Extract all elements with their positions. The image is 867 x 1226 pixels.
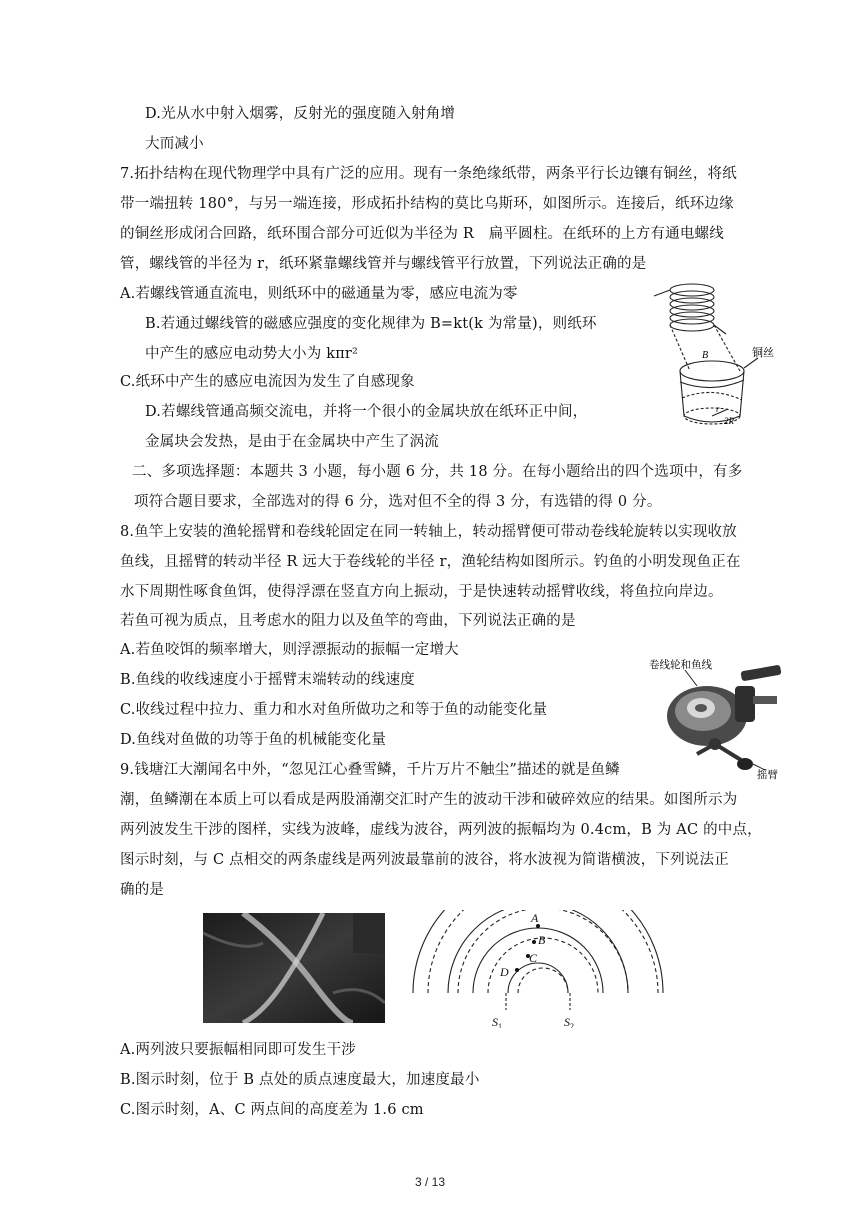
q8-option-d: D.鱼线对鱼做的功等于鱼的机械能变化量 bbox=[120, 732, 387, 748]
tidal-bore-photo bbox=[203, 913, 385, 1023]
q9-stem-line4: 图示时刻，与 C 点相交的两条虚线是两列波最靠前的波谷，将水波视为简谐横波，下列说法正 bbox=[120, 852, 729, 868]
page-number: 3 / 13 bbox=[415, 1175, 446, 1189]
wave-interference-diagram bbox=[410, 910, 672, 1028]
q7-option-c: C.纸环中产生的感应电流因为发生了自感现象 bbox=[120, 374, 415, 390]
fishing-reel-figure bbox=[645, 656, 785, 782]
fig7-label-r: r bbox=[716, 404, 720, 414]
q8-option-c: C.收线过程中拉力、重力和水对鱼所做功之和等于鱼的动能变化量 bbox=[120, 702, 548, 718]
q6-option-d-line2: 大而减小 bbox=[145, 136, 204, 152]
label-a: A bbox=[531, 911, 539, 925]
q7-option-b-line1: B.若通过螺线管的磁感应强度的变化规律为 B=kt(k 为常量)，则纸环 bbox=[145, 316, 597, 332]
q7-option-d-line1: D.若螺线管通高频交流电，并将一个很小的金属块放在纸环正中间， bbox=[145, 404, 588, 420]
label-b: B bbox=[538, 933, 546, 947]
point-d bbox=[515, 968, 519, 972]
q6-option-d-line1: D.光从水中射入烟雾，反射光的强度随入射角增 bbox=[145, 106, 456, 122]
q9-stem-line1: 9.钱塘江大潮闻名中外，“忽见江心叠雪鳞，千片万片不触尘”描述的就是鱼鳞 bbox=[120, 762, 620, 778]
q8-option-b: B.鱼线的收线速度小于摇臂末端转动的线速度 bbox=[120, 672, 415, 688]
point-b bbox=[532, 940, 536, 944]
section2-line2: 项符合题目要求，全部选对的得 6 分，选对但不全的得 3 分，有选错的得 0 分。 bbox=[134, 494, 662, 510]
q8-option-a: A.若鱼咬饵的频率增大，则浮漂振动的振幅一定增大 bbox=[120, 642, 459, 658]
label-c: C bbox=[529, 951, 538, 965]
fig7-label-b: B bbox=[702, 350, 709, 361]
q8-stem-line1: 8.鱼竿上安装的渔轮摇臂和卷线轮固定在同一转轴上，转动摇臂便可带动卷线轮旋转以实现收放 bbox=[120, 524, 737, 540]
q7-stem-line4: 管，螺线管的半径为 r，纸环紧靠螺线管并与螺线管平行放置，下列说法正确的是 bbox=[120, 256, 647, 272]
q8-stem-line2: 鱼线，且摇臂的转动半径 R 远大于卷线轮的半径 r，渔轮结构如图所示。钓鱼的小明发现鱼正在 bbox=[120, 554, 741, 570]
q7-option-d-line2: 金属块会发热，是由于在金属块中产生了涡流 bbox=[145, 434, 439, 450]
fig7-label-2r: 2R bbox=[724, 416, 734, 426]
q9-option-c: C.图示时刻，A、C 两点间的高度差为 1.6 cm bbox=[120, 1102, 424, 1118]
q7-option-b-line2: 中产生的感应电动势大小为 kπr² bbox=[145, 346, 359, 362]
label-s1: $S_1$ bbox=[492, 1015, 502, 1028]
fig8-label-arm: 摇臂 bbox=[757, 769, 778, 781]
label-d: D bbox=[500, 965, 509, 979]
q7-stem-line2: 带一端扭转 180°，与另一端连接，形成拓扑结构的莫比乌斯环，如图所示。连接后，纸环边缘 bbox=[120, 196, 734, 212]
q8-stem-line4: 若鱼可视为质点，且考虑水的阻力以及鱼竿的弯曲，下列说法正确的是 bbox=[120, 613, 576, 629]
q9-option-a: A.两列波只要振幅相同即可发生干涉 bbox=[120, 1042, 356, 1058]
fig7-label-copper-wire: 铜丝 bbox=[752, 346, 774, 359]
mobius-solenoid-figure bbox=[640, 276, 790, 441]
q8-stem-line3: 水下周期性啄食鱼饵，使得浮漂在竖直方向上振动，于是快速转动摇臂收线，将鱼拉向岸边。 bbox=[120, 584, 723, 600]
section2-line1: 二、多项选择题：本题共 3 小题，每小题 6 分，共 18 分。在每小题给出的四个选项中，有多 bbox=[132, 464, 743, 480]
label-s2: $S_2$ bbox=[564, 1015, 574, 1028]
q9-stem-line5: 确的是 bbox=[120, 882, 165, 898]
q7-stem-line3: 的铜丝形成闭合回路，纸环围合部分可近似为半径为 R 扁平圆柱。在纸环的上方有通电螺线 bbox=[120, 226, 724, 242]
q9-stem-line3: 两列波发生干涉的图样，实线为波峰，虚线为波谷，两列波的振幅均为 0.4cm，B 为 AC 的中点， bbox=[120, 822, 762, 838]
fig8-label-reel: 卷线轮和鱼线 bbox=[649, 659, 712, 671]
q7-option-a: A.若螺线管通直流电，则纸环中的磁通量为零，感应电流为零 bbox=[120, 286, 518, 302]
q7-stem-line1: 7.拓扑结构在现代物理学中具有广泛的应用。现有一条绝缘纸带，两条平行长边镶有铜丝，将纸 bbox=[120, 166, 737, 182]
q9-stem-line2: 潮，鱼鳞潮在本质上可以看成是两股涌潮交汇时产生的波动干涉和破碎效应的结果。如图所示为 bbox=[120, 792, 738, 808]
q9-option-b: B.图示时刻，位于 B 点处的质点速度最大，加速度最小 bbox=[120, 1072, 480, 1088]
